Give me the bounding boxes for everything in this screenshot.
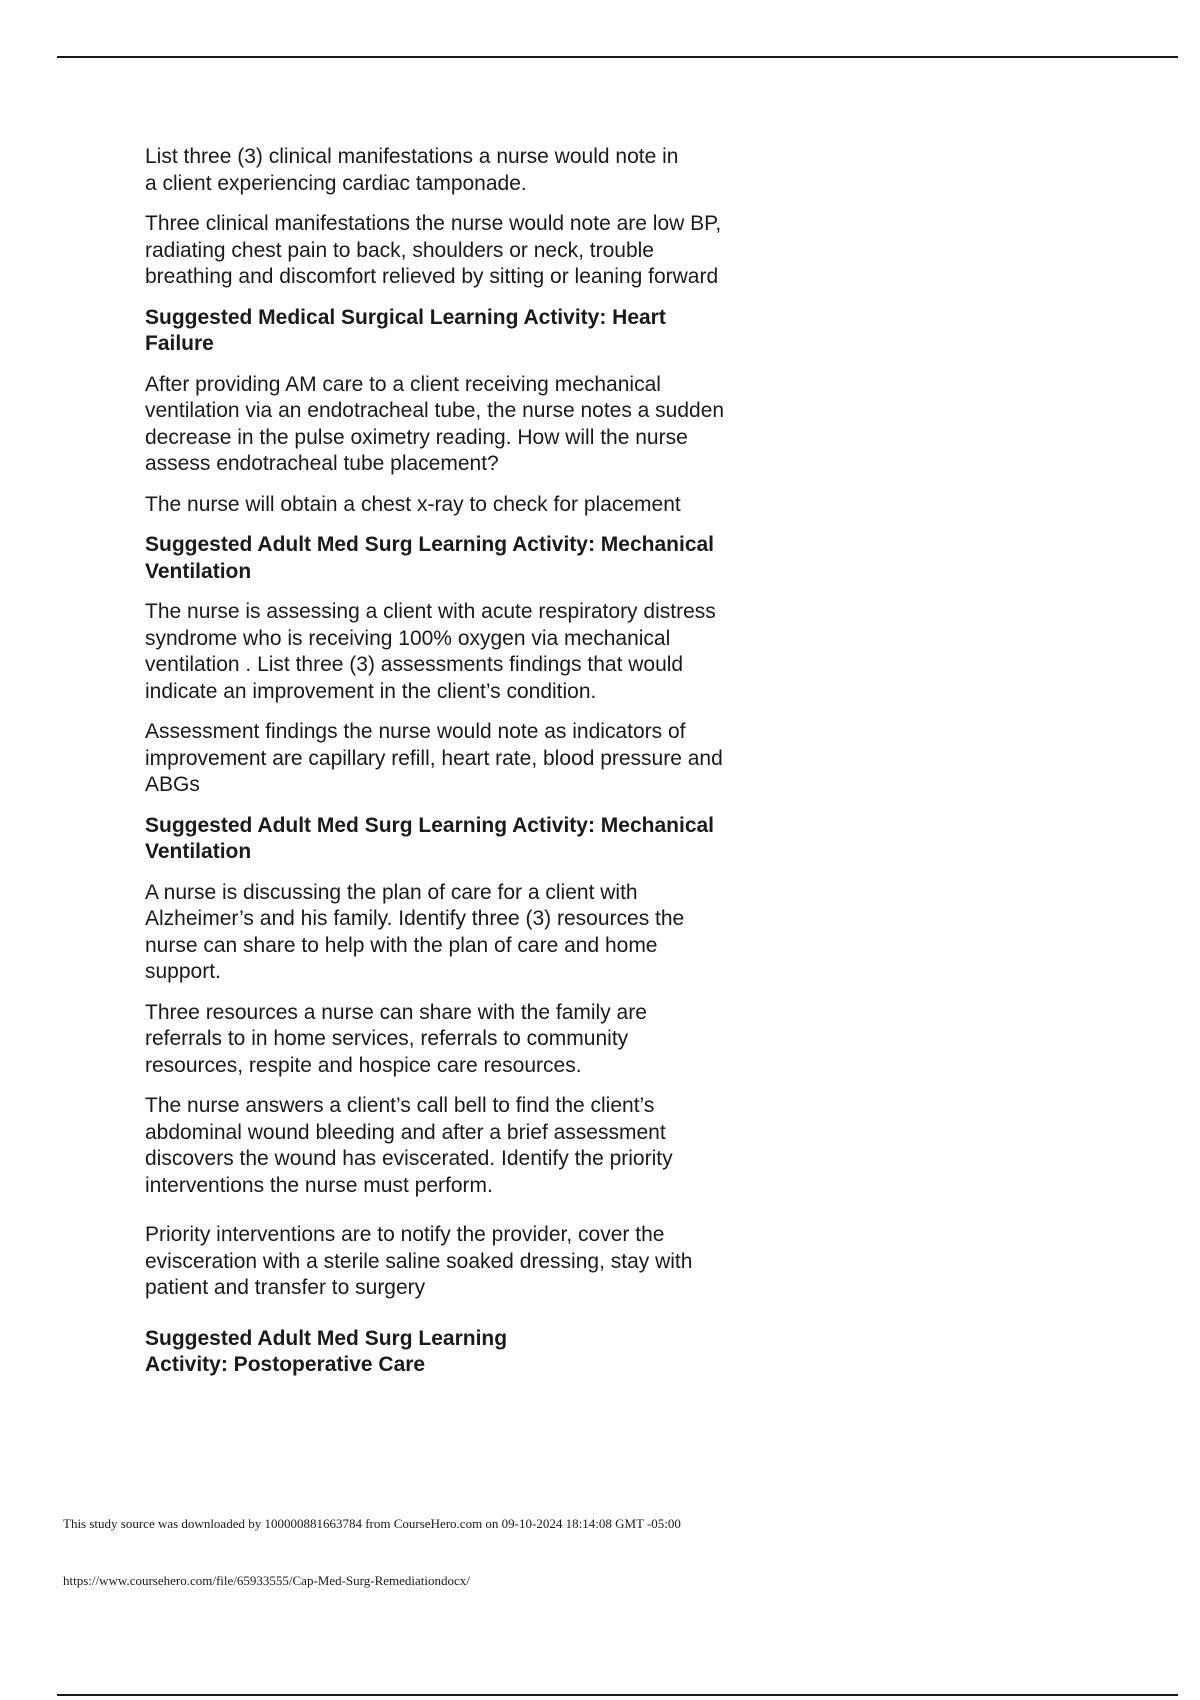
top-rule: [57, 56, 1178, 58]
question-endotracheal-tube: After providing AM care to a client receiving mechanical ventilation via an endotracheal tube, the nurse notes a sudden decrease in the pulse oximetry reading. How will the nurse assess endotracheal tube placement?: [145, 372, 725, 475]
activity-heading-mechanical-ventilation-2: Suggested Adult Med Surg Learning Activity: Mechanical Ventilation: [145, 813, 715, 863]
bottom-rule: [57, 1694, 1178, 1696]
question-ards: The nurse is assessing a client with acute respiratory distress syndrome who is receiving 100% oxygen via mechanical ventilation . List three (3) assessments findings that would indicate an improvement in the client’s condition.: [145, 600, 716, 703]
answer-endotracheal-tube: The nurse will obtain a chest x-ray to check for placement: [145, 492, 681, 516]
question-alzheimers: A nurse is discussing the plan of care for a client with Alzheimer’s and his family. Identify three (3) resources the nurse can share to help with the plan of care and home support.: [145, 880, 685, 983]
source-url[interactable]: https://www.coursehero.com/file/65933555/Cap-Med-Surg-Remediationdocx/: [63, 1573, 470, 1588]
activity-heading-mechanical-ventilation-1: Suggested Adult Med Surg Learning Activity: Mechanical Ventilation: [145, 533, 715, 583]
answer-ards: Assessment findings the nurse would note as indicators of improvement are capillary refill, heart rate, blood pressure and ABGs: [145, 720, 723, 796]
answer-alzheimers: Three resources a nurse can share with the family are referrals to in home services, referrals to community resources, respite and hospice care resources.: [145, 1000, 647, 1077]
activity-heading-heart-failure: Suggested Medical Surgical Learning Activity: Heart Failure: [145, 305, 666, 355]
answer-cardiac-tamponade: Three clinical manifestations the nurse would note are low BP, radiating chest pain to back, shoulders or neck, trouble breathing and discomfort relieved by sitting or leaning forward: [145, 212, 722, 288]
activity-heading-postoperative-care: Suggested Adult Med Surg Learning Activity: Postoperative Care: [145, 1326, 508, 1376]
answer-evisceration: Priority interventions are to notify the provider, cover the evisceration with a sterile saline soaked dressing, stay with patient and transfer to surgery: [145, 1223, 693, 1299]
question-cardiac-tamponade: List three (3) clinical manifestations a nurse would note in a client experiencing cardiac tamponade.: [145, 145, 679, 195]
document-body: [145, 144, 795, 1393]
download-source-note: This study source was downloaded by 100000881663784 from CourseHero.com on 09-10-2024 18:14:08 GMT -05:00: [63, 1516, 681, 1531]
question-evisceration: The nurse answers a client’s call bell to find the client’s abdominal wound bleeding and after a brief assessment discovers the wound has eviscerated. Identify the priority interventions the nurse must perform.: [145, 1094, 673, 1197]
